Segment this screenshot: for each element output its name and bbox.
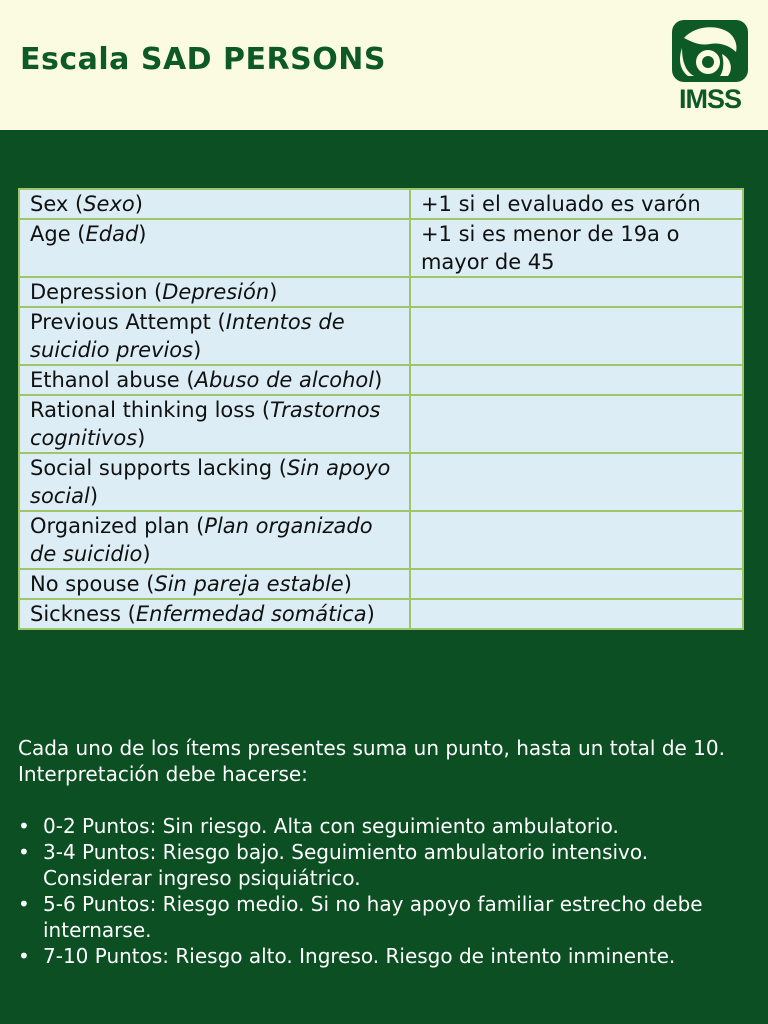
table-row	[19, 569, 743, 599]
criterion-cell: No spouse (Sin pareja estable)	[19, 569, 410, 599]
logo-text: IMSS	[678, 84, 741, 114]
criterion-cell: Previous Attempt (Intentos de suicidio previos)	[19, 307, 410, 365]
score-cell	[410, 569, 743, 599]
table-row	[19, 189, 743, 219]
table-row	[19, 277, 743, 307]
list-item: • 3-4 Puntos: Riesgo bajo. Seguimiento ambulatorio intensivo. Considerar ingreso psiquiátrico.	[18, 840, 649, 890]
sad-persons-table	[18, 188, 744, 630]
score-cell	[410, 453, 743, 511]
table-row	[19, 599, 743, 629]
list-item: • 0-2 Puntos: Sin riesgo. Alta con seguimiento ambulatorio.	[18, 814, 619, 838]
table-row	[19, 511, 743, 569]
score-cell	[410, 511, 743, 569]
table-row	[19, 395, 743, 453]
bullet-icon: •	[18, 814, 30, 838]
criterion-cell: Age (Edad)	[19, 219, 410, 277]
list-item: • 5-6 Puntos: Riesgo medio. Si no hay apoyo familiar estrecho debe internarse.	[18, 892, 703, 942]
table-row	[19, 307, 743, 365]
score-cell	[410, 277, 743, 307]
table-row	[19, 219, 743, 277]
criterion-cell: Depression (Depresión)	[19, 277, 410, 307]
list-item: • 7-10 Puntos: Riesgo alto. Ingreso. Riesgo de intento inminente.	[18, 944, 676, 968]
bullet-icon: •	[18, 840, 30, 864]
bullet-icon: •	[18, 944, 30, 968]
score-cell: +1 si es menor de 19a o mayor de 45	[410, 219, 743, 277]
score-cell	[410, 599, 743, 629]
criterion-cell: Rational thinking loss (Trastornos cognitivos)	[19, 395, 410, 453]
bullet-icon: •	[18, 892, 30, 916]
score-cell: +1 si el evaluado es varón	[410, 189, 743, 219]
score-cell	[410, 395, 743, 453]
criterion-cell: Organized plan (Plan organizado de suicidio)	[19, 511, 410, 569]
score-cell	[410, 307, 743, 365]
criterion-cell: Ethanol abuse (Abuso de alcohol)	[19, 365, 410, 395]
imss-emblem-icon	[668, 18, 752, 84]
criterion-cell: Sex (Sexo)	[19, 189, 410, 219]
criterion-cell: Sickness (Enfermedad somática)	[19, 599, 410, 629]
interpretation-list	[18, 813, 738, 969]
intro-paragraph: Cada uno de los ítems presentes suma un punto, hasta un total de 10. Interpretación debe hacerse:	[18, 736, 725, 786]
criterion-cell: Social supports lacking (Sin apoyo social)	[19, 453, 410, 511]
table-row	[19, 365, 743, 395]
page-title: Escala SAD PERSONS	[20, 42, 386, 77]
score-cell	[410, 365, 743, 395]
header-band	[0, 0, 768, 130]
table-row	[19, 453, 743, 511]
interpretation-section	[18, 735, 738, 969]
imss-logo	[668, 18, 752, 118]
